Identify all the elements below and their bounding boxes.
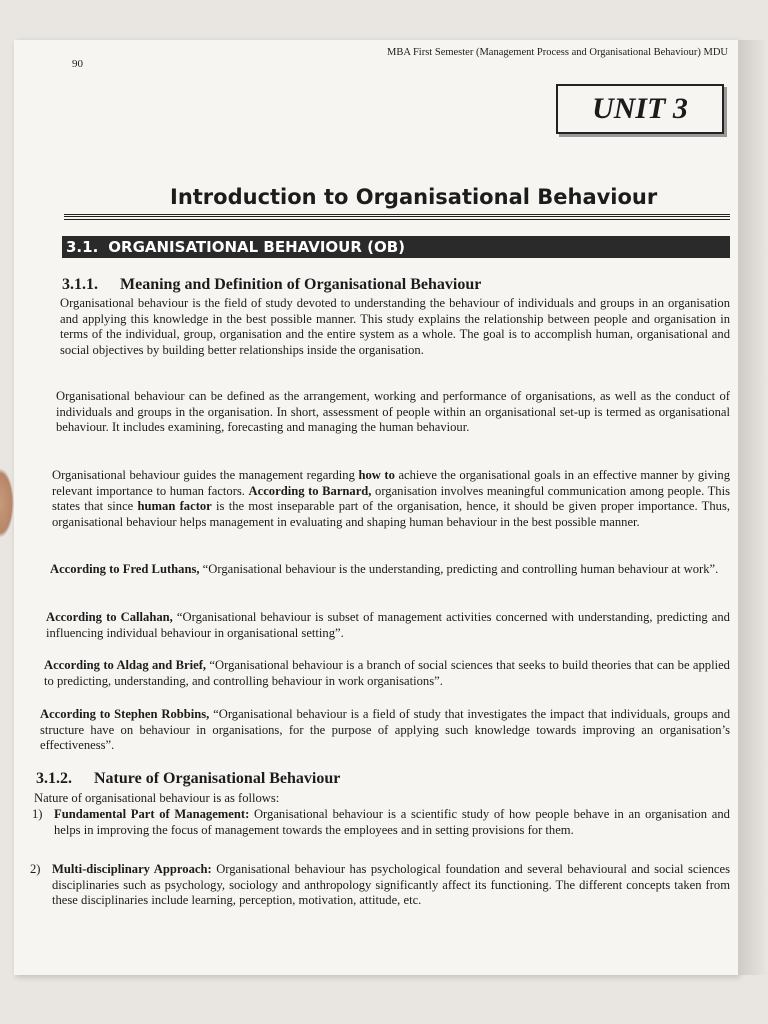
- list-marker: 1): [32, 807, 43, 821]
- paragraph-3: Organisational behaviour guides the management regarding how to achieve the organisational goals in an effective manner by giving relevant importance to human factors. According to Barnard, organisation involves meaningful communication among people. This states that since human factor is the most inseparable part of the organisation, hence, it should be given proper importance. Thus, organisational behaviour helps management in evaluating and shaping human behaviour in the best possible manner.: [52, 468, 731, 529]
- running-head: MBA First Semester (Management Process and Organisational Behaviour) MDU: [387, 47, 728, 58]
- subsection-title: Nature of Organisational Behaviour: [94, 770, 341, 787]
- list-item-body: Multi-disciplinary Approach: Organisational behaviour has psychological foundation and several behavioural and social sciences disciplinaries such as psychology, sociology and anthropology significantly affect its functioning. The different concepts taken from these disciplinaries include learning, perception, motivation, attitude, etc.: [52, 862, 730, 907]
- quote-aldag-brief: According to Aldag and Brief, “Organisational behaviour is a branch of social sciences that seeks to build theories that can be applied to predicting, understanding, and controlling behaviour in work organisations”.: [44, 658, 730, 688]
- paragraph-2: Organisational behaviour can be defined as the arrangement, working and performance of organisations, as well as the conduct of individuals and groups in the organisation. In short, assessment of people within an organisational set-up is termed as organisational behaviour. It includes examining, forecasting and managing the human behaviour.: [56, 389, 730, 434]
- quote-robbins: According to Stephen Robbins, “Organisational behaviour is a field of study that investigates the impact that individuals, groups and structure have on behaviour in organisations, for the purpose of applying such knowledge towards improving an organisation’s effectiveness”.: [40, 707, 731, 752]
- thumb: [0, 468, 14, 538]
- paragraph-1: Organisational behaviour is the field of study devoted to understanding the behaviour of individuals and groups in an organisation and applying this knowledge in the best possible manner. This study explains the relationship between people and organisation in terms of the individual, group, organisation and the entire system as a whole. The goal is to accomplish human, organisational and social objectives by building better relationships inside the organisation.: [60, 296, 730, 357]
- unit-label: UNIT 3: [556, 84, 724, 134]
- subsection-heading-1: [62, 276, 481, 294]
- list-item-body: Fundamental Part of Management: Organisational behaviour is a scientific study of how people behave in an organisation and helps in improving the focus of management towards the employees and in setting provisions for them.: [54, 807, 730, 837]
- subsection-number: 3.1.1.: [62, 276, 98, 293]
- page-number: 90: [72, 58, 83, 70]
- list-item: [32, 807, 730, 859]
- nature-intro: Nature of organisational behaviour is as follows:: [34, 791, 280, 805]
- page-edge-shadow: [738, 40, 768, 975]
- chapter-title: Introduction to Organisational Behaviour: [170, 185, 658, 209]
- list-marker: 2): [30, 862, 41, 876]
- quote-callahan: According to Callahan, “Organisational behaviour is subset of management activities concerned with understanding, predicting and influencing individual behaviour in organisational setting”.: [46, 610, 730, 640]
- section-number: 3.1.: [66, 238, 99, 256]
- section-title: ORGANISATIONAL BEHAVIOUR (OB): [108, 238, 406, 256]
- subsection-title: Meaning and Definition of Organisational Behaviour: [120, 276, 482, 293]
- subsection-heading-2: [36, 770, 340, 788]
- title-rule: [64, 214, 730, 220]
- list-item: [30, 862, 730, 932]
- subsection-number: 3.1.2.: [36, 770, 72, 787]
- section-heading: [62, 236, 730, 258]
- quote-luthans: According to Fred Luthans, “Organisational behaviour is the understanding, predicting and controlling human behaviour at work”.: [50, 562, 719, 576]
